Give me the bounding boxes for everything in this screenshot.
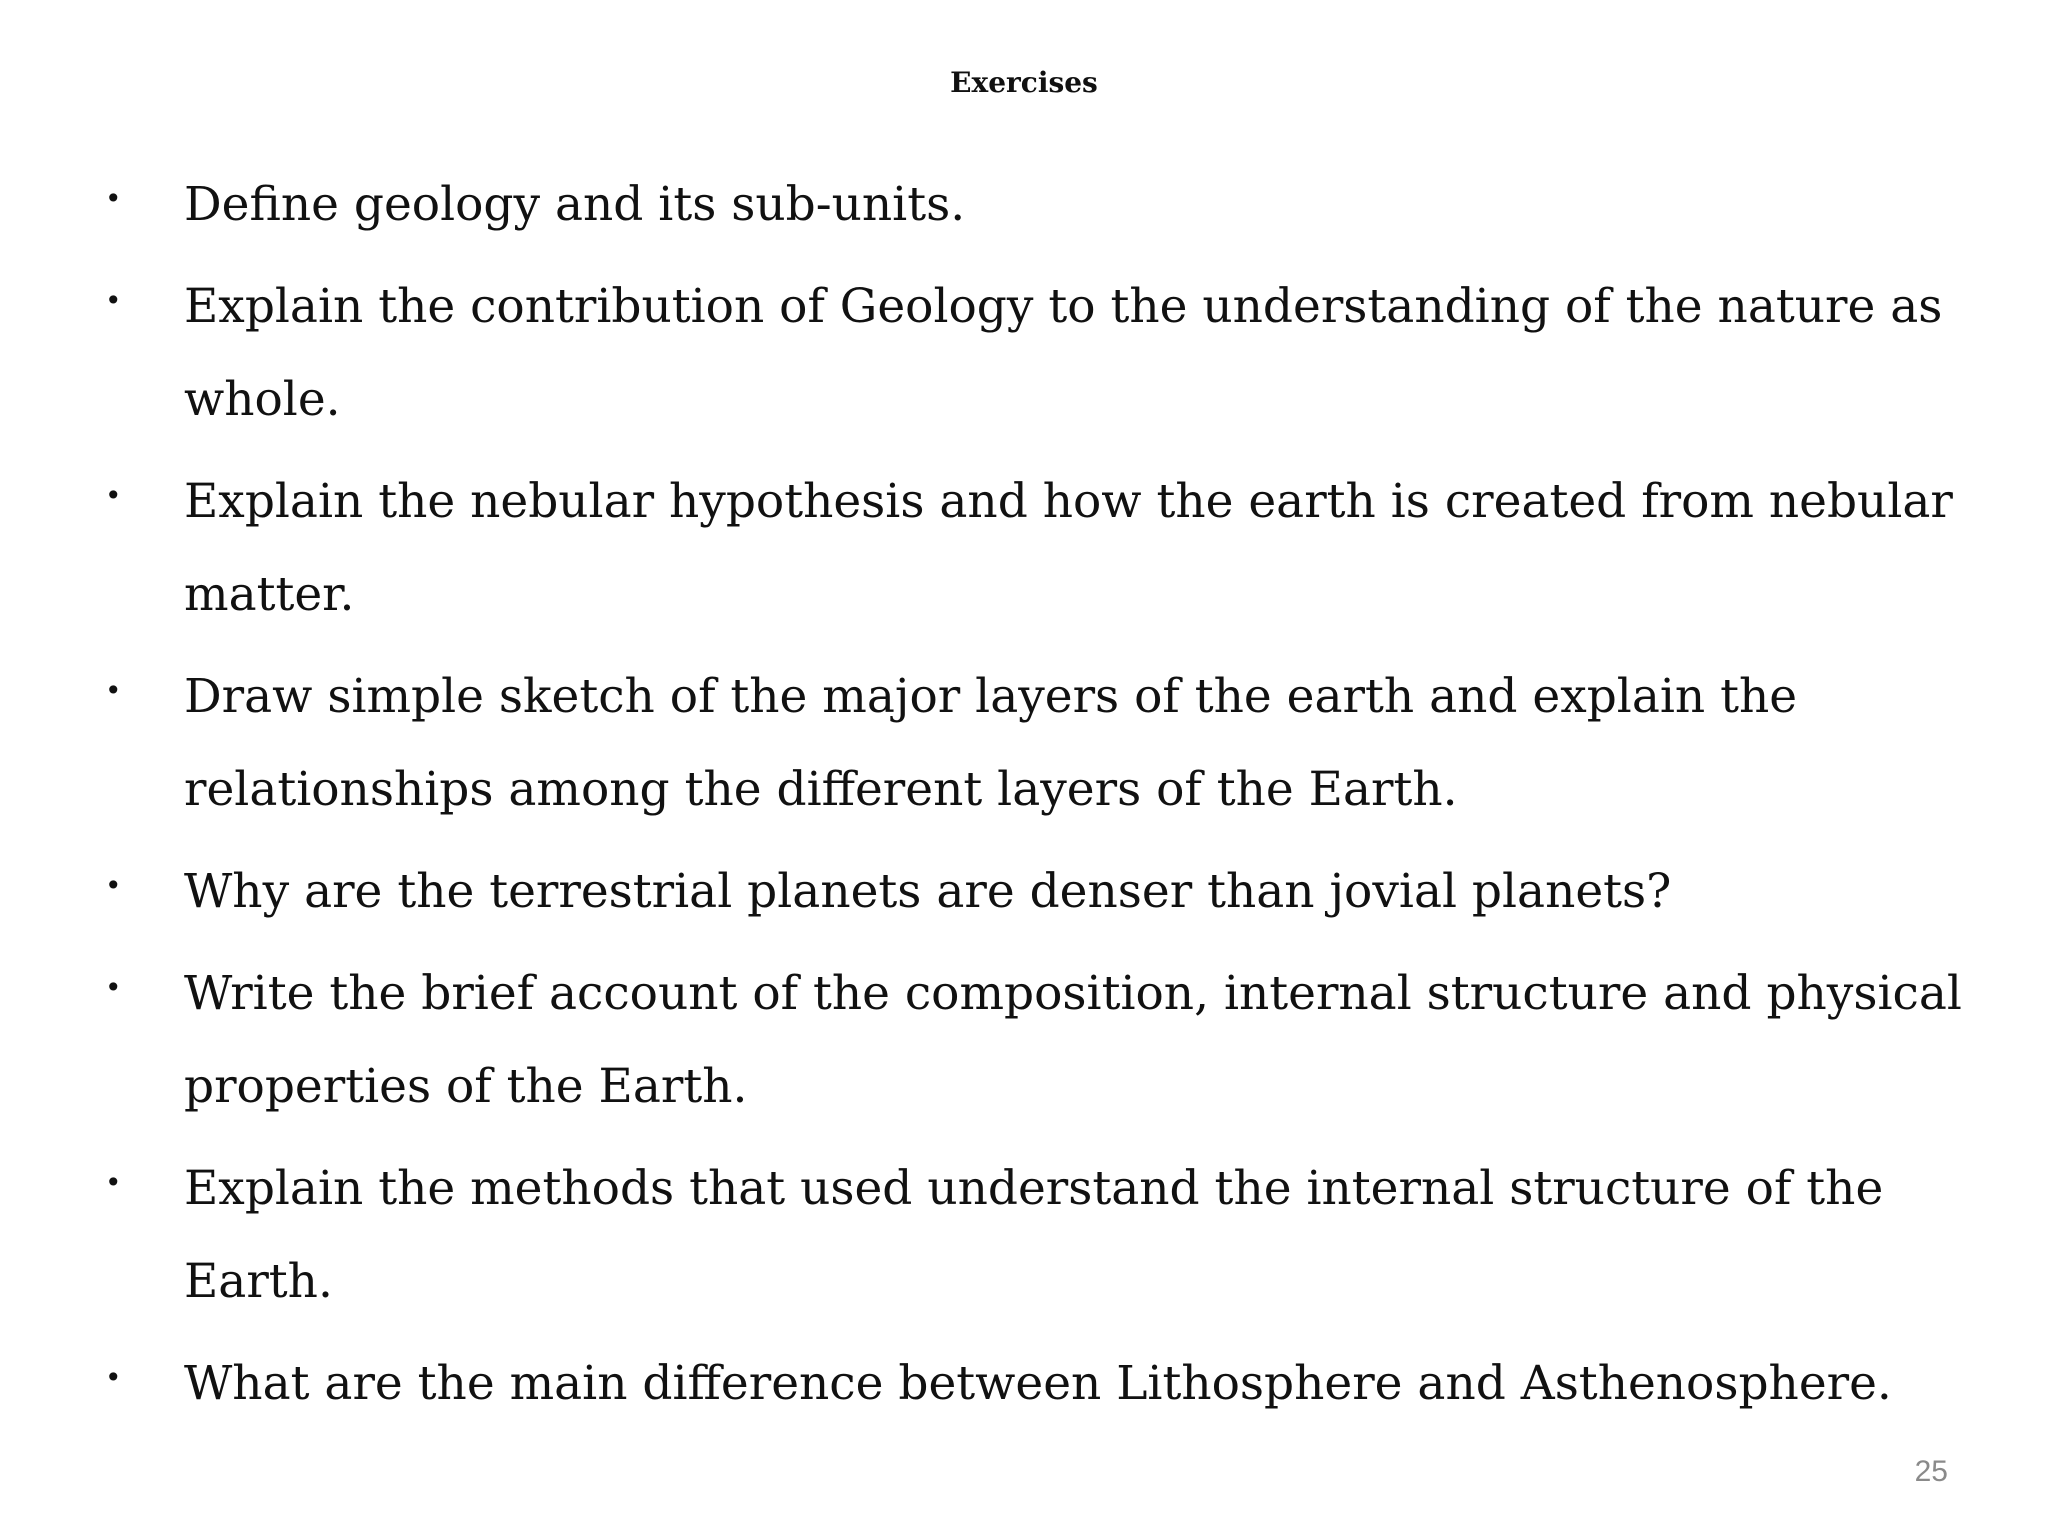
exercise-item: [105, 1337, 1995, 1430]
exercise-text: Define geology and its sub-units.: [184, 177, 966, 232]
exercise-text: Why are the terrestrial planets are denser than jovial planets?: [184, 864, 1672, 919]
exercise-item: [105, 650, 1995, 836]
bullet-icon: •: [105, 674, 122, 707]
exercise-item: [105, 845, 1995, 938]
bullet-icon: •: [105, 479, 122, 512]
exercise-text: Explain the contribution of Geology to the understanding of the nature as whole.: [184, 279, 1943, 427]
page-number: 25: [1914, 1455, 1948, 1488]
exercise-text: Explain the nebular hypothesis and how the earth is created from nebular matter.: [184, 474, 1953, 622]
bullet-icon: •: [105, 182, 122, 215]
exercise-item: [105, 1142, 1995, 1328]
exercise-item: [105, 455, 1995, 641]
exercise-item: [105, 260, 1995, 446]
exercise-item: [105, 158, 1995, 251]
exercise-text: Draw simple sketch of the major layers of the earth and explain the relationships among the different layers of the Earth.: [184, 669, 1798, 817]
exercise-item: [105, 947, 1995, 1133]
bullet-icon: •: [105, 1166, 122, 1199]
bullet-icon: •: [105, 284, 122, 317]
exercise-list: [105, 158, 1995, 1439]
exercise-text: Explain the methods that used understand the internal structure of the Earth.: [184, 1161, 1884, 1309]
exercise-text: Write the brief account of the composition, internal structure and physical properties of the Earth.: [184, 966, 1962, 1114]
slide-title: Exercises: [950, 66, 1098, 99]
exercise-text: What are the main difference between Lithosphere and Asthenosphere.: [184, 1356, 1892, 1411]
bullet-icon: •: [105, 869, 122, 902]
bullet-icon: •: [105, 971, 122, 1004]
bullet-icon: •: [105, 1361, 122, 1394]
